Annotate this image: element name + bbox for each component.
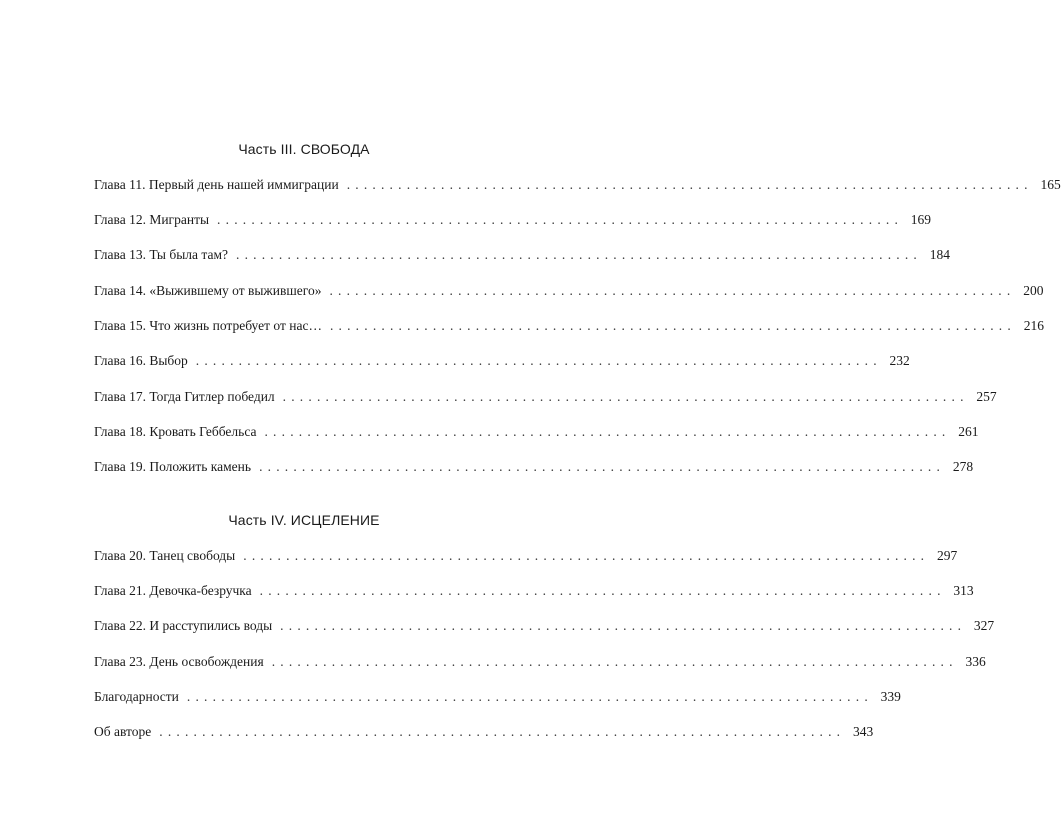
entry-label: Глава 20. Танец свободы [94,548,236,563]
entry-label: Глава 12. Мигранты [94,212,210,227]
toc-entry[interactable] [94,724,874,744]
dot-leader: ................................................................................ [282,389,969,404]
entry-label: Глава 11. Первый день нашей иммиграции [94,177,339,192]
dot-leader: ................................................................................ [329,318,1016,333]
dot-leader: ................................................................................ [259,459,946,474]
entry-page-number: 278 [952,459,974,474]
entry-label: Глава 22. И расступились воды [94,618,273,633]
toc-entry[interactable] [94,548,958,568]
entry-page-number: 169 [910,212,932,227]
entry-page-number: 343 [853,724,874,739]
entry-label: Глава 21. Девочка-безручка [94,583,252,598]
part-title: Часть III. СВОБОДА [238,141,370,157]
toc-entry[interactable] [94,689,901,709]
entry-page-number: 232 [889,353,910,368]
entry-label: Об авторе [94,724,152,739]
toc-entry[interactable] [94,177,1061,197]
dot-leader: ................................................................................ [195,353,882,368]
dot-leader: ................................................................................ [217,212,904,227]
entry-label: Глава 19. Положить камень [94,459,252,474]
entry-label: Глава 13. Ты была там? [94,247,228,262]
entry-page-number: 216 [1023,318,1044,333]
entry-page-number: 257 [976,389,997,404]
toc-entry[interactable] [94,212,932,232]
dot-leader: ................................................................................ [186,689,873,704]
dot-leader: ................................................................................ [280,618,967,633]
entry-page-number: 313 [953,583,974,598]
entry-label: Глава 16. Выбор [94,353,188,368]
dot-leader: ................................................................................ [346,177,1033,192]
dot-leader: ................................................................................ [236,247,922,262]
toc-entry[interactable] [94,583,974,603]
dot-leader: ................................................................................ [243,548,930,563]
entry-label: Глава 18. Кровать Геббельса [94,424,257,439]
dot-leader: ................................................................................ [271,654,958,669]
entry-label: Глава 17. Тогда Гитлер победил [94,389,275,404]
entry-page-number: 184 [929,247,950,262]
entry-page-number: 200 [1023,283,1044,298]
part-title: Часть IV. ИСЦЕЛЕНИЕ [228,512,380,528]
entry-label: Глава 15. Что жизнь потребует от нас… [94,318,322,333]
toc-entry[interactable] [94,459,974,479]
entry-page-number: 336 [965,654,986,669]
toc-entry[interactable] [94,247,950,267]
entry-page-number: 297 [937,548,958,563]
dot-leader: ................................................................................ [259,583,946,598]
dot-leader: ................................................................................ [329,283,1016,298]
dot-leader: ................................................................................ [159,724,846,739]
entry-page-number: 327 [973,618,995,633]
entry-page-number: 165 [1040,177,1061,192]
toc-entry[interactable] [94,654,986,674]
toc-entry[interactable] [94,618,995,638]
entry-page-number: 261 [958,424,979,439]
toc-entry[interactable] [94,353,910,373]
entry-label: Глава 14. «Выжившему от выжившего» [94,283,322,298]
dot-leader: ................................................................................ [264,424,951,439]
toc-entry[interactable] [94,318,1044,338]
toc-entry[interactable] [94,389,997,409]
entry-label: Благодарности [94,689,179,704]
toc-entry[interactable] [94,283,1044,303]
entry-page-number: 339 [880,689,901,704]
toc-entry[interactable] [94,424,979,444]
entry-label: Глава 23. День освобождения [94,654,264,669]
